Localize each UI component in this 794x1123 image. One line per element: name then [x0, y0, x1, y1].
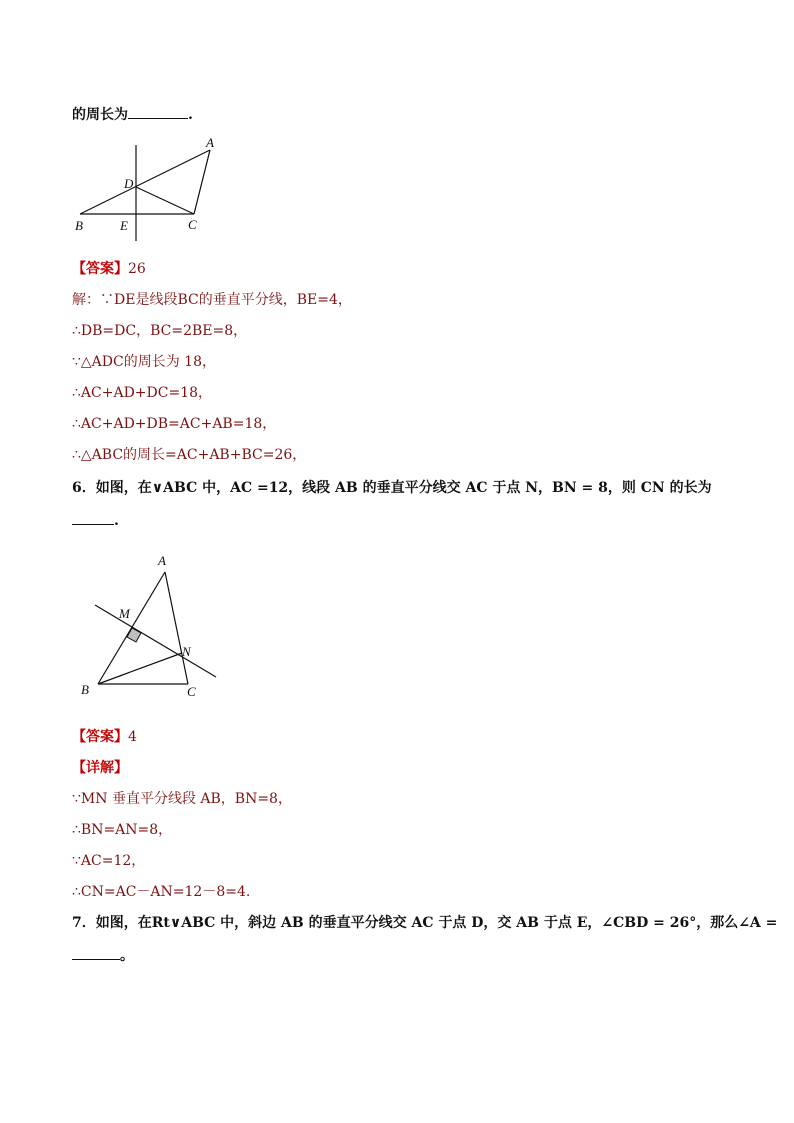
q6-segment-ac — [165, 572, 188, 684]
q5-label-e: E — [120, 218, 128, 233]
q6-answer-line — [72, 728, 137, 746]
q5-segment-ac — [194, 150, 210, 214]
q5-tail-period: . — [188, 107, 193, 123]
q7-question-line-2 — [72, 945, 134, 965]
q5-answer-value: 26 — [128, 261, 146, 277]
q5-triangle-figure — [70, 135, 230, 245]
q5-tail-text: 的周长为 — [72, 107, 128, 123]
q6-question-line-2 — [72, 510, 119, 530]
q6-bisector-line — [95, 605, 216, 677]
q5-answer-label: 【答案】 — [72, 261, 128, 277]
q6-answer-label: 【答案】 — [72, 729, 128, 745]
q5-answer-line — [72, 260, 146, 278]
q7-question-tail: 。 — [120, 948, 134, 964]
q6-label-c: C — [187, 684, 196, 699]
q6-solution-line-3: ∵AC=12， — [72, 853, 146, 869]
q5-tail-line — [72, 104, 193, 124]
q6-answer-blank — [72, 510, 114, 525]
q6-triangle-figure — [78, 550, 228, 702]
q6-solution-line-1: ∵MN 垂直平分线段 AB，BN=8， — [72, 791, 292, 807]
q6-solution-line-4: ∴CN=AC－AN=12－8=4. — [72, 884, 251, 900]
q6-solution-line-2: ∴BN=AN=8， — [72, 822, 173, 838]
q5-solution-line-2: ∴DB=DC，BC=2BE=8， — [72, 323, 248, 339]
q6-label-a: A — [158, 553, 166, 568]
q5-answer-blank — [128, 104, 188, 119]
q5-label-a: A — [206, 135, 214, 150]
q6-question-line-1: 6．如图，在∨ABC 中，AC =12，线段 AB 的垂直平分线交 AC 于点 N，BN = 8，则 CN 的长为 — [72, 480, 712, 496]
q5-label-d: D — [124, 176, 134, 191]
q5-solution-line-5: ∴AC+AD+DB=AC+AB=18， — [72, 416, 277, 432]
q7-question-line-1: 7．如图，在Rt∨ABC 中，斜边 AB 的垂直平分线交 AC 于点 D，交 AB 于点 E，∠CBD = 26°，那么∠A = — [72, 915, 778, 931]
q5-solution-line-1: 解：∵DE是线段BC的垂直平分线，BE=4， — [72, 292, 352, 308]
q5-solution-line-6: ∴△ABC的周长=AC+AB+BC=26， — [72, 447, 307, 463]
q5-label-b: B — [75, 218, 83, 233]
q6-segment-bn — [98, 653, 182, 684]
q5-segment-dc — [136, 187, 194, 214]
q6-label-n: N — [182, 644, 191, 659]
q6-detail-label: 【详解】 — [72, 760, 128, 776]
q6-question-period: . — [114, 513, 119, 529]
q6-label-b: B — [81, 682, 89, 697]
q6-label-m: M — [119, 606, 130, 621]
q5-solution-line-4: ∴AC+AD+DC=18， — [72, 385, 213, 401]
q6-right-angle-marker — [127, 628, 141, 642]
q5-segment-ab — [80, 150, 210, 214]
q5-solution-line-3: ∵△ADC的周长为 18， — [72, 354, 216, 370]
q7-answer-blank — [72, 945, 120, 960]
q6-answer-value: 4 — [128, 729, 137, 745]
q5-label-c: C — [188, 217, 197, 232]
